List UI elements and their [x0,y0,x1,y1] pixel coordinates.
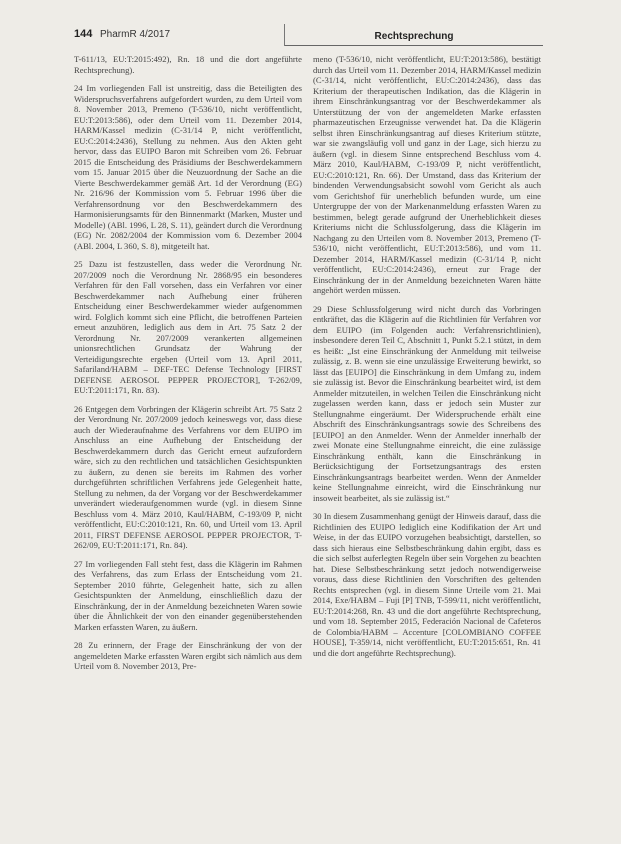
right-column [313,54,541,834]
paragraph [313,54,541,296]
paragraph [74,259,302,396]
paragraph-text: T-611/13, EU:T:2015:492), Rn. 18 und die dort angeführte Rechtsprechung). [74,54,302,75]
page-header [74,24,544,46]
paragraph [313,304,541,504]
paragraph-number: 26 [74,403,83,414]
section-title: Rechtsprechung [374,31,454,42]
paragraph-number: 27 [74,558,83,569]
page-number: 144 [74,28,93,40]
paragraph-number: 30 [313,511,322,521]
section-header [284,24,543,46]
paragraph-text: meno (T-536/10, nicht veröffentlicht, EU:T:2013:586), bestätigt durch das Urteil vom 11. Dezember 2014, HARM/Kassel medizin (C-31/14, nicht veröffentlicht, EU:C:2014:2436), dass das Kriterium der therapeutischen Indikation, das die Klägerin in ihrem Einschränkungsantrag vor der Beschwerdekammer als Unterstützung der von der angemeldeten Marke erfassten pharmazeutischen Erzeugnisse verwendet hat. Da die Klägerin selbst ihren Einschränkungsantrag auf dieses Kriterium stützte, war sie zwangsläufig voll und ganz in der Lage, sich hierzu zu äußern (vgl. in diesem Sinne entsprechend Beschluss vom 4. März 2010, Kaul/HABM, C-193/09 P, nicht veröffentlicht, EU:C:2010:121, Rn. 66). Der Umstand, dass das Kriterium der bindenden Verwendungsabsicht sowohl vom Gericht als auch vom Gerichtshof für unerheblich befunden wurde, um eine Untergruppe der von der Markenanmeldung erfassten Waren zu bestimmen, belegt gerade aufgrund der Unerheblichkeit dieses Kriteriums nicht die Schlussfolgerung, dass die Klägerin im Nachgang zu den Urteilen vom 8. November 2013, Premeno (T-536/10, nicht veröffentlicht, EU:T:2013:586), und vom 11. Dezember 2014, HARM/Kassel medizin (C-31/14 P, nicht veröffentlicht, EU:C:2014:2436), erneut zur Frage der Einschränkung der in der Anmeldung bezeichneten Waren hätte angehört werden müssen. [313,54,541,295]
paragraph-number: 29 [313,303,322,314]
paragraph-number: 24 [74,83,83,93]
paragraph-text: Entgegen dem Vorbringen der Klägerin schreibt Art. 75 Satz 2 der Verordnung Nr. 207/2009 jedoch keineswegs vor, dass diese auch der Wiederaufnahme des Verfahrens vor dem EUIPO im Anschluss an eine Aufhebung der Entscheidung der Beschwerdekammern durch das Gericht erneut aufzufordern wäre, sich zu den rechtlichen und tatsächlichen Gesichtspunkten zu äußern, zu denen sie bereits im Rahmen des vorher durchgeführten schriftlichen Verfahrens jede Gelegenheit hatte, Stellung zu nehmen, da der Vorgang vor der Beschwerdekammer unverändert wiederaufgenommen wurde (vgl. in diesem Sinne Beschluss vom 4. März 2010, Kaul/HABM, C-193/09 P, nicht veröffentlicht, EU:C:2010:121, Rn. 60, und Urteil vom 13. April 2011, FIRST DEFENSE AEROSOL PEPPER PROJECTOR, T-262/09, EU:T:2011:171, Rn. 84). [74,403,302,550]
paragraph [74,83,302,251]
paragraph [74,54,302,75]
paragraph-number: 25 [74,259,83,269]
left-column [74,54,302,834]
paragraph-text: Im vorliegenden Fall steht fest, dass die Klägerin im Rahmen des Verfahrens, das zum Erlass der Entscheidung vom 21. September 2010 führte, Gelegenheit hatte, sich zu allen Gesichtspunkten der Anmeldung, einschließlich dazu der Einschränkung, der in der Anmeldung bezeichneten Waren sowie über die Ähnlichkeit der von den einander gegenüberstehenden Marken erfassten Waren, zu äußern. [74,558,302,632]
paragraph-text: Diese Schlussfolgerung wird nicht durch das Vorbringen entkräftet, das die Klägerin auf die Richtlinien für Verfahren vor dem EUIPO (im Folgenden auch: Verfahrensrichtlinien), insbesondere deren Teil C, Abschnitt 1, Punkt 5.2.1 stützt, in dem es heißt: „Ist eine Einschränkung der Anmeldung mit teilweise zulässig, z. B. wenn sie eine unzulässige Erweiterung bewirkt, so lässt das [EUIPO] die Einschränkung in dem Umfang zu, indem sie zulässig ist. Bevor die Einschränkung bearbeitet wird, ist dem Anmelder mitzuteilen, in welchen Teilen die Einschränkung nicht zugelassen werden kann, dass er jedoch sein Muster zur Stellungnahme eingeräumt. Der Widerspruchende erhält eine Abschrift des Einschränkungsantrags sowie des Schreibens des [EUIPO] an den Anmelder. Wenn der Anmelder innerhalb der zwei Monate eine Stellungnahme einreicht, die eine zulässige Einschränkung enthält, kann die Einschränkung in Berücksichtigung der Fortsetzungsantrags des ersten Einschränkungsantrags bearbeitet werden. Wenn der Anmelder keine Stellungnahme einreicht, wird die Einschränkung nur insoweit bearbeitet, als sie zulässig ist.“ [313,303,541,503]
paragraph-text: Zu erinnern, der Frage der Einschränkung der von der angemeldeten Marke erfassten Waren ergibt sich nämlich aus dem Urteil vom 8. November 2013, Pre- [74,640,302,671]
paragraph-text: Dazu ist festzustellen, dass weder die Verordnung Nr. 207/2009 noch die Verordnung Nr. 2868/95 ein besonderes Verfahren für den Fall vorsehen, dass ein Verfahren vor einer Beschwerdekammer nach Aufhebung einer früheren Entscheidung einer Beschwerdekammer wieder aufgenommen wird. Folglich kommt sich eine Pflicht, die betroffenen Parteien erneut anzuhören, lediglich aus dem in Art. 75 Satz 2 der Verordnung Nr. 207/2009 verankerten allgemeinen unionsrechtlichen Grundsatz der Wahrung der Verteidigungsrechte ergeben (Urteil vom 13. April 2011, Safariland/HABM – DEF-TEC Defense Technology [FIRST DEFENSE AEROSOL PEPPER PROJECTOR], T-262/09, EU:T:2011:171, Rn. 83). [74,259,302,395]
paragraph-number: 28 [74,640,83,650]
paragraph-text: In diesem Zusammenhang genügt der Hinweis darauf, dass die Richtlinien des EUIPO lediglich eine Kodifikation der Art und Weise, in der das EUIPO vorzugehen beabsichtigt, darstellen, so dass sich hieraus eine Selbstbeschränkung dahin ergibt, dass es die sich selbst auferlegten Regeln über sein Vorgehen zu beachten hat. Diese Selbstbeschränkung setzt jedoch notwendigerweise voraus, dass diese Richtlinien den Vorschriften des geltenden Rechts entsprechen (vgl. in diesem Sinne Urteile vom 21. Mai 2014, Exe/HABM – Fuji [P] TNB, T-599/11, nicht veröffentlicht, EU:T:2014:268, Rn. 43 und die dort angeführte Rechtsprechung, und vom 18. September 2015, Federación Nacional de Cafeteros de Colombia/HABM – Accenture [COLOMBIANO COFFEE HOUSE], T-359/14, nicht veröffentlicht, EU:T:2015:651, Rn. 41 und die dort angeführte Rechtsprechung). [313,511,541,658]
paragraph [313,511,541,658]
paragraph [74,559,302,633]
journal-reference: PharmR 4/2017 [100,29,171,40]
paragraph [74,640,302,672]
paragraph-text: Im vorliegenden Fall ist unstreitig, dass die Beteiligten des Widerspruchsverfahrens aufgefordert wurden, zu dem Urteil vom 8. November 2013, Premeno (T-536/10, nicht veröffentlicht, EU:T:2013:586), oder dem Urteil vom 11. Dezember 2014, HARM/Kassel medizin (C-31/14 P, nicht veröffentlicht, EU:C:2014:2436), Stellung zu nehmen. Aus den Akten geht hervor, dass das EUIPO Baron mit Schreiben vom 26. Februar 2015 die Entscheidung des Präsidiums der Beschwerdekammern vom 15. Januar 2015 über die Neuzuordnung der Sache an die Vierte Beschwerdekammer gemäß Art. 1d der Verordnung (EG) Nr. 216/96 der Kommission vom 5. Februar 1996 über die Verfahrensordnung vor den Beschwerdekammern des Harmonisierungsamts für den Binnenmarkt (Marken, Muster und Modelle) (ABl. 1996, L 28, S. 11), geändert durch die Verordnung (EG) Nr. 2082/2004 der Kommission vom 6. Dezember 2004 (ABl. 2004, L 360, S. 8), mitgeteilt hat. [74,83,302,251]
paragraph [74,404,302,551]
section-rule [285,45,543,46]
